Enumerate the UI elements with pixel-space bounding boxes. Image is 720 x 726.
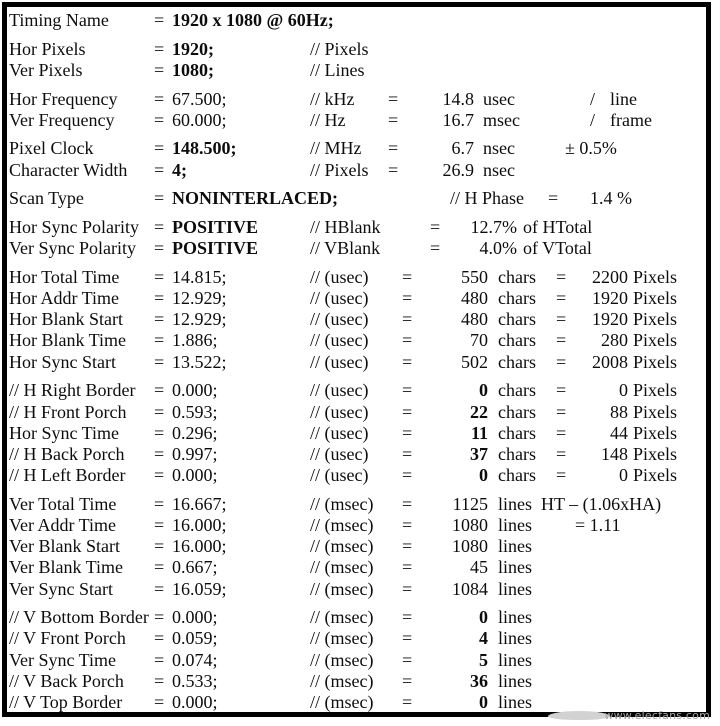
timing-label: Character Width [9,159,128,180]
timing-label: // V Back Porch [9,670,124,691]
timing-unit2: Pixels [633,422,678,443]
timing-comment: // HBlank [310,217,381,237]
timing-row [7,402,706,423]
timing-unit1: nsec [483,138,515,159]
timing-value: 0.000; [172,691,218,712]
timing-unit1: chars [498,351,536,372]
timing-num2: 44 [610,422,628,443]
timing-unit1: nsec [483,159,515,180]
timing-label: Hor Blank Time [9,330,127,351]
timing-label: Hor Total Time [9,266,120,287]
timing-label: // H Left Border [9,465,126,486]
timing-num1: 480 [461,309,488,330]
timing-eq1: = [154,443,165,464]
timing-row [7,330,706,351]
timing-label: Pixel Clock [9,138,94,159]
watermark-text: www.elecfans.com [604,709,710,722]
timing-num1: 11 [470,422,488,443]
timing-row [7,628,706,649]
timing-row [7,515,706,536]
timing-num1: 70 [470,330,488,351]
timing-value: 1920 x 1080 @ 60Hz; [172,10,334,30]
timing-row [7,288,706,309]
timing-comment: // (msec) [310,493,374,514]
timing-eq2: = [388,109,399,130]
timing-row [7,380,706,401]
timing-label: // H Back Porch [9,443,125,464]
timing-row [7,352,706,373]
timing-eq1: = [154,330,165,351]
timing-unit1: lines [498,628,532,649]
timing-num1: 16.7 [442,109,474,130]
timing-num1: 0 [479,691,488,712]
timing-label: Ver Frequency [9,109,115,130]
timing-value: 0.000; [172,465,218,486]
timing-unit1: lines [498,691,532,712]
timing-eq2: = [402,330,413,351]
timing-num2: 1920 [592,288,628,309]
timing-label: // V Bottom Border [9,607,149,628]
timing-label: Timing Name [9,10,109,30]
timing-row [7,444,706,465]
timing-unit1: chars [498,443,536,464]
timing-eq1: = [154,10,165,30]
timing-eq1: = [154,607,165,628]
timing-row [7,238,706,259]
timing-value: 0.533; [172,670,218,691]
timing-eq1: = [154,38,165,59]
timing-eq1: = [154,188,165,209]
timing-row [7,217,706,238]
timing-num2: 0 [619,380,628,401]
timing-label: Ver Pixels [9,59,83,80]
timing-eq1: = [154,691,165,712]
timing-eq3: = [556,351,567,372]
timing-num1: 1080 [452,536,488,557]
timing-eq2: = [402,309,413,330]
timing-eq1: = [154,578,165,599]
timing-comment: // (usec) [310,266,369,287]
timing-label: Hor Sync Start [9,351,116,372]
timing-label: Ver Sync Time [9,649,117,670]
timing-num2: 280 [601,330,628,351]
timing-eq1: = [154,670,165,691]
timing-slash: / [590,88,596,109]
timing-num2: 2200 [592,266,628,287]
watermark-swoosh-icon [548,711,610,720]
timing-comment: // (usec) [310,309,369,330]
timing-num2: 0 [619,465,628,486]
timing-unit1: chars [498,422,536,443]
timing-tail2: = 1.11 [575,514,621,535]
timing-heq: = [548,188,559,209]
timing-label: // H Right Border [9,380,136,401]
timing-num1: 6.7 [451,138,474,159]
timing-unit2: Pixels [633,266,678,287]
timing-eq2: = [402,443,413,464]
timing-label: Scan Type [9,188,84,209]
timing-num1: 0 [479,465,488,486]
timing-num1: 550 [461,266,488,287]
timing-comment: // Pixels [310,38,369,59]
timing-row [7,650,706,671]
timing-label: Hor Addr Time [9,288,120,309]
timing-row [7,89,706,110]
timing-eq1: = [154,109,165,130]
timing-eq1: = [154,422,165,443]
timing-eq1: = [154,380,165,401]
timing-unit1: chars [498,288,536,309]
timing-eq2: = [402,536,413,557]
timing-label: Hor Sync Polarity [9,217,139,237]
timing-num1: 22 [470,401,488,422]
timing-tol: ± 0.5% [565,138,617,159]
timing-row [7,60,706,81]
timing-funit: line [610,88,637,109]
timing-unit1: of VTotal [523,238,592,259]
timing-eq2: = [430,238,441,259]
timing-row [7,579,706,600]
timing-unit1: lines [498,649,532,670]
timing-eq1: = [154,138,165,159]
timing-hval: 1.4 % [590,188,632,209]
timing-row [7,671,706,692]
timing-unit1: lines [498,536,532,557]
timing-unit1: of HTotal [523,217,593,237]
timing-comment: // (msec) [310,649,374,670]
timing-unit1: lines [498,670,532,691]
timing-value: 0.074; [172,649,218,670]
timing-num1: 36 [470,670,488,691]
timing-eq2: = [402,493,413,514]
timing-label: // H Front Porch [9,401,127,422]
timing-eq1: = [154,514,165,535]
timing-row [7,536,706,557]
timing-value: 12.929; [172,288,227,309]
timing-label: Ver Sync Start [9,578,113,599]
timing-comment: // (usec) [310,465,369,486]
timing-label: Hor Blank Start [9,309,123,330]
timing-unit1: lines [498,607,532,628]
timing-value: 0.000; [172,607,218,628]
timing-num1: 26.9 [442,159,474,180]
timing-row [7,692,706,713]
timing-eq1: = [154,288,165,309]
timing-comment: // (usec) [310,443,369,464]
timing-eq1: = [154,238,165,259]
timing-comment: // Pixels [310,159,369,180]
timing-row [7,267,706,288]
timing-slash: / [590,109,596,130]
timing-num2: 2008 [592,351,628,372]
timing-label: Hor Sync Time [9,422,120,443]
timing-label: Ver Total Time [9,493,117,514]
timing-comment: // (msec) [310,578,374,599]
timing-eq1: = [154,351,165,372]
timing-label: Ver Blank Time [9,557,124,578]
timing-eq2: = [402,266,413,287]
timing-value: 0.000; [172,380,218,401]
timing-eq1: = [154,309,165,330]
timing-comment: // (usec) [310,288,369,309]
timing-value: 16.667; [172,493,227,514]
timing-eq2: = [402,628,413,649]
timing-eq3: = [556,422,567,443]
timing-value: 0.296; [172,422,218,443]
timing-eq2: = [402,422,413,443]
timing-unit1: msec [483,109,520,130]
timing-value: 0.593; [172,401,218,422]
timing-num1: 1125 [452,493,488,514]
timing-num1: 12.7% [470,217,517,237]
timing-unit2: Pixels [633,351,678,372]
timing-comment: // (usec) [310,401,369,422]
timing-unit2: Pixels [633,330,678,351]
timing-value: 60.000; [172,109,227,130]
timing-eq3: = [556,288,567,309]
timing-table-frame [2,2,711,717]
timing-num1: 502 [461,351,488,372]
timing-rows [7,10,706,713]
timing-comment: // (msec) [310,514,374,535]
timing-comment: // (usec) [310,422,369,443]
timing-eq1: = [154,59,165,80]
timing-row [7,607,706,628]
timing-eq3: = [556,266,567,287]
timing-comment: // (msec) [310,670,374,691]
timing-comment: // (usec) [310,351,369,372]
timing-eq2: = [402,691,413,712]
timing-comment: // Hz [310,109,346,130]
timing-num1: 0 [479,607,488,628]
timing-eq1: = [154,266,165,287]
timing-unit2: Pixels [633,380,678,401]
timing-label: Ver Addr Time [9,514,117,535]
timing-value: 0.997; [172,443,218,464]
timing-value: 16.000; [172,536,227,557]
timing-num1: 480 [461,288,488,309]
timing-eq1: = [154,536,165,557]
timing-comment: // MHz [310,138,362,159]
timing-value: 0.059; [172,628,218,649]
timing-eq2: = [388,138,399,159]
timing-eq1: = [154,217,165,237]
timing-comment: // (usec) [310,380,369,401]
timing-label: Hor Pixels [9,38,86,59]
timing-comment: // VBlank [310,238,381,259]
timing-unit1: lines [498,493,532,514]
timing-eq3: = [556,443,567,464]
timing-eq2: = [402,557,413,578]
timing-num1: 5 [479,649,488,670]
timing-unit1: chars [498,380,536,401]
timing-comment: // (msec) [310,691,374,712]
timing-value: 12.929; [172,309,227,330]
timing-eq1: = [154,401,165,422]
timing-eq2: = [402,607,413,628]
timing-num1: 4.0% [479,238,517,259]
timing-row [7,138,706,159]
timing-eq2: = [402,380,413,401]
timing-comment: // (msec) [310,628,374,649]
timing-row [7,557,706,578]
timing-unit1: usec [483,88,515,109]
timing-eq2: = [388,88,399,109]
timing-eq3: = [556,380,567,401]
timing-eq2: = [402,578,413,599]
timing-num2: 148 [601,443,628,464]
timing-row [7,160,706,181]
timing-value: 16.000; [172,514,227,535]
timing-label: Ver Sync Polarity [9,238,136,259]
timing-unit1: lines [498,514,532,535]
timing-unit1: chars [498,309,536,330]
timing-row [7,309,706,330]
timing-eq2: = [402,351,413,372]
timing-label: // V Top Border [9,691,123,712]
timing-row [7,39,706,60]
timing-eq2: = [430,217,441,237]
timing-value: 148.500; [172,138,237,159]
timing-unit1: lines [498,557,532,578]
timing-value: 16.059; [172,578,227,599]
timing-value: NONINTERLACED; [172,188,339,209]
timing-row [7,188,706,209]
timing-num1: 0 [479,380,488,401]
timing-value: 1.886; [172,330,218,351]
timing-unit2: Pixels [633,443,678,464]
timing-value: 0.667; [172,557,218,578]
timing-eq1: = [154,465,165,486]
timing-num2: 88 [610,401,628,422]
timing-unit1: chars [498,266,536,287]
timing-num1: 1080 [452,514,488,535]
timing-tail: HT – (1.06xHA) [541,493,662,514]
timing-row [7,465,706,486]
timing-eq3: = [556,465,567,486]
timing-num1: 4 [479,628,488,649]
timing-value: POSITIVE [172,217,259,237]
timing-eq3: = [556,309,567,330]
timing-comment: // (usec) [310,330,369,351]
timing-comment: // (msec) [310,607,374,628]
timing-eq2: = [402,670,413,691]
timing-eq2: = [402,288,413,309]
timing-eq2: = [402,514,413,535]
timing-eq1: = [154,557,165,578]
timing-unit1: chars [498,330,536,351]
timing-num1: 1084 [452,578,488,599]
timing-eq1: = [154,649,165,670]
timing-value: 1920; [172,38,214,59]
timing-row [7,494,706,515]
timing-unit2: Pixels [633,401,678,422]
timing-label: Ver Blank Start [9,536,120,557]
timing-eq2: = [402,649,413,670]
timing-eq2: = [402,401,413,422]
timing-comment: // (msec) [310,557,374,578]
timing-row [7,10,706,31]
timing-value: 67.500; [172,88,227,109]
timing-comment: // kHz [310,88,355,109]
timing-unit1: lines [498,578,532,599]
timing-num2: 1920 [592,309,628,330]
timing-label: // V Front Porch [9,628,126,649]
timing-funit: frame [610,109,652,130]
timing-eq2: = [402,465,413,486]
timing-label: Hor Frequency [9,88,118,109]
timing-unit2: Pixels [633,465,678,486]
timing-unit1: chars [498,465,536,486]
timing-eq1: = [154,159,165,180]
timing-row [7,110,706,131]
timing-comment: // Lines [310,59,365,80]
timing-unit2: Pixels [633,309,678,330]
timing-unit2: Pixels [633,288,678,309]
timing-unit1: chars [498,401,536,422]
timing-value: 14.815; [172,266,227,287]
timing-value: POSITIVE [172,238,259,259]
timing-value: 4; [172,159,187,180]
timing-eq1: = [154,628,165,649]
timing-num1: 37 [470,443,488,464]
timing-eq3: = [556,401,567,422]
timing-value: 1080; [172,59,214,80]
timing-comment: // (msec) [310,536,374,557]
timing-hcom: // H Phase [450,188,524,209]
timing-num1: 14.8 [442,88,474,109]
timing-eq1: = [154,493,165,514]
timing-eq1: = [154,88,165,109]
timing-row [7,423,706,444]
timing-num1: 45 [470,557,488,578]
timing-eq2: = [388,159,399,180]
timing-value: 13.522; [172,351,227,372]
timing-eq3: = [556,330,567,351]
